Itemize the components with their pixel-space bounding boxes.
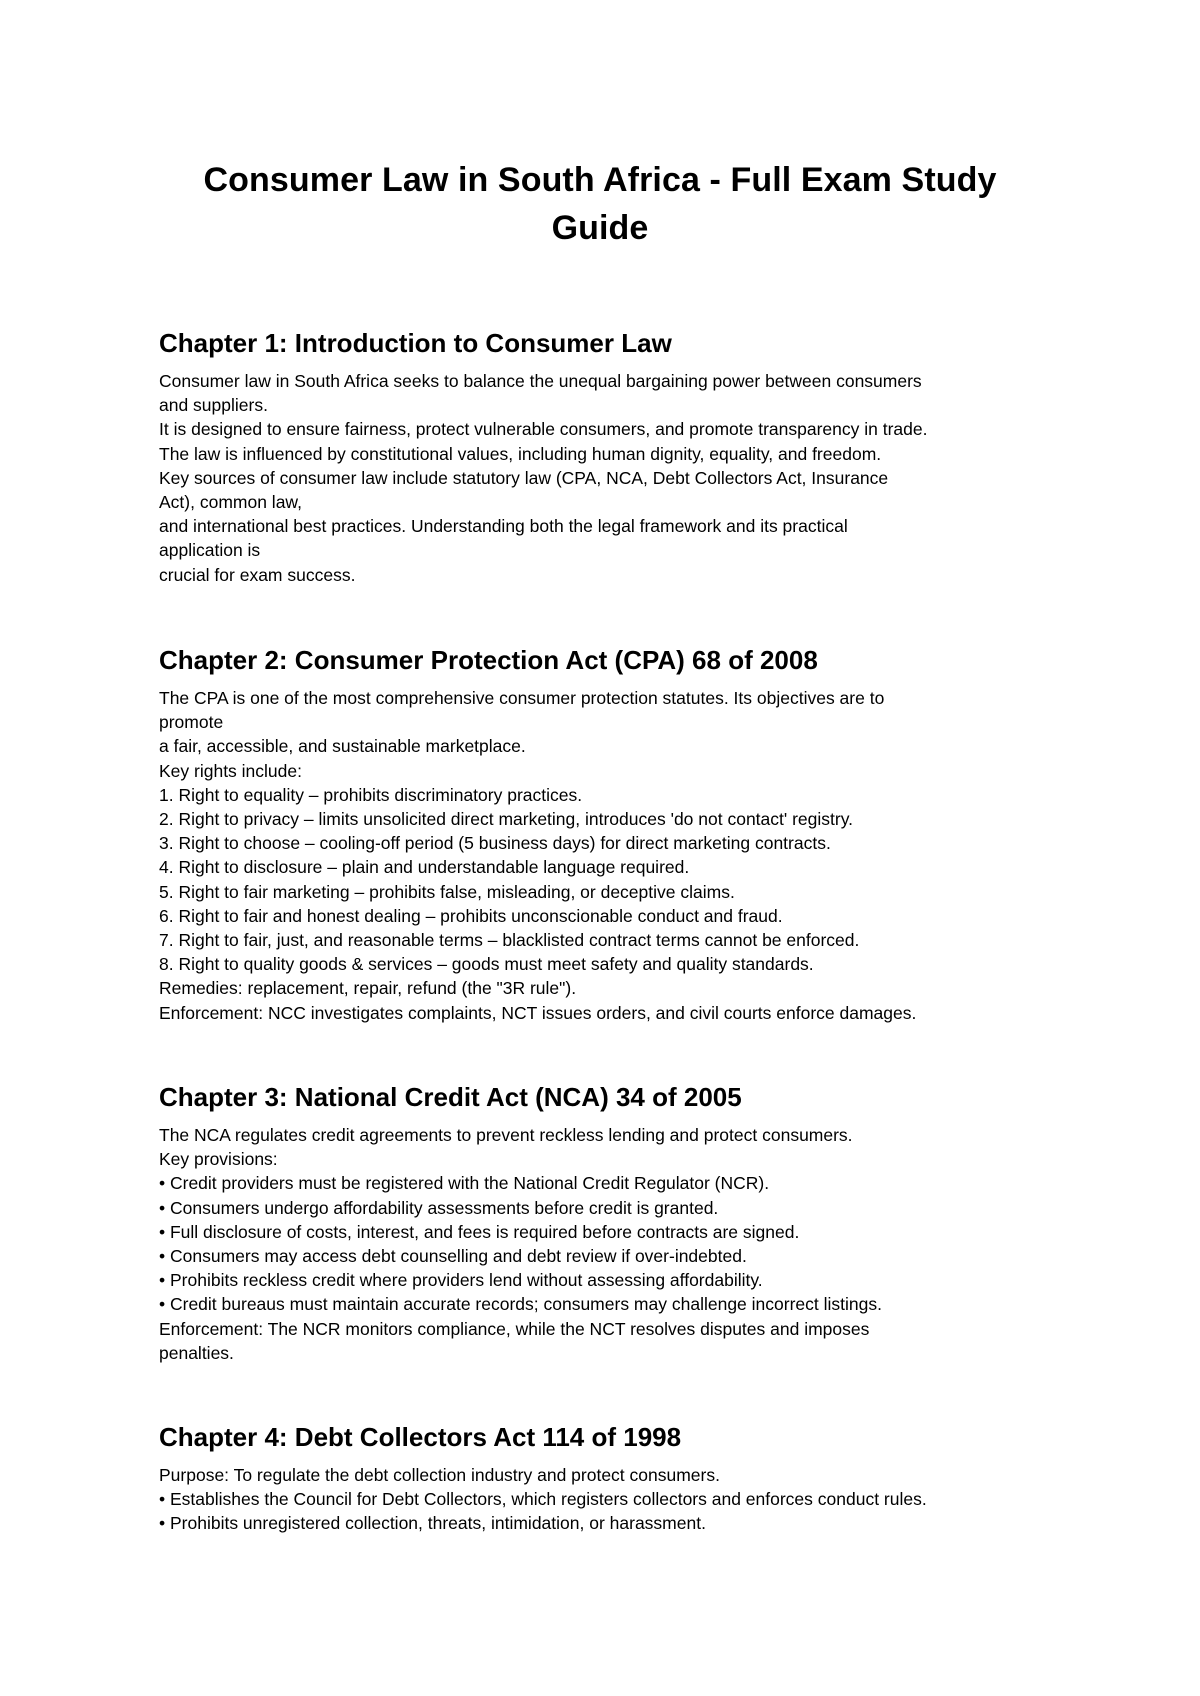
chapter-3-line: • Credit providers must be registered with the National Credit Regulator (NCR).: [159, 1173, 770, 1194]
chapter-2-line: 2. Right to privacy – limits unsolicited direct marketing, introduces 'do not contact' registry.: [159, 809, 854, 830]
chapter-2-line: The CPA is one of the most comprehensive consumer protection statutes. Its objectives are to: [159, 688, 885, 708]
chapter-4-line: • Prohibits unregistered collection, threats, intimidation, or harassment.: [159, 1513, 706, 1534]
chapter-2-body: [159, 686, 1079, 1025]
chapter-1-heading: Chapter 1: Introduction to Consumer Law: [159, 328, 672, 358]
chapter-3-line: • Prohibits reckless credit where providers lend without assessing affordability.: [159, 1270, 763, 1291]
chapter-2-line: Key rights include:: [159, 760, 302, 781]
chapter-2-line: Enforcement: NCC investigates complaints, NCT issues orders, and civil courts enforce damages.: [159, 1002, 917, 1023]
chapter-3-body: [159, 1123, 1079, 1365]
chapter-1-body: [159, 369, 1079, 587]
chapter-1-line: and suppliers.: [159, 395, 268, 416]
chapter-1-line: The law is influenced by constitutional values, including human dignity, equality, and freedom.: [159, 443, 882, 464]
chapter-1-line: It is designed to ensure fairness, protect vulnerable consumers, and promote transparency in trade.: [159, 419, 928, 440]
chapter-2-line: 6. Right to fair and honest dealing – prohibits unconscionable conduct and fraud.: [159, 905, 783, 926]
chapter-3-line: • Consumers undergo affordability assessments before credit is granted.: [159, 1197, 719, 1218]
chapter-2-line: 3. Right to choose – cooling-off period (5 business days) for direct marketing contracts.: [159, 833, 831, 854]
chapter-1-line: crucial for exam success.: [159, 564, 356, 585]
chapter-2-line: a fair, accessible, and sustainable marketplace.: [159, 736, 526, 757]
chapter-3-line: • Credit bureaus must maintain accurate records; consumers may challenge incorrect listings.: [159, 1294, 882, 1315]
chapter-2-line: 7. Right to fair, just, and reasonable terms – blacklisted contract terms cannot be enforced.: [159, 930, 860, 951]
chapter-3-line: The NCA regulates credit agreements to prevent reckless lending and protect consumers.: [159, 1125, 853, 1145]
chapter-2-heading: Chapter 2: Consumer Protection Act (CPA) 68 of 2008: [159, 645, 818, 675]
chapter-3-line: • Full disclosure of costs, interest, and fees is required before contracts are signed.: [159, 1221, 800, 1242]
chapter-2-line: promote: [159, 712, 224, 733]
chapter-4-line: • Establishes the Council for Debt Collectors, which registers collectors and enforces conduct rules.: [159, 1489, 927, 1510]
document-title-line-2: Guide: [551, 209, 649, 247]
chapter-3-section: [159, 1080, 1079, 1365]
chapter-2-line: 4. Right to disclosure – plain and understandable language required.: [159, 857, 690, 878]
chapter-4-section: [159, 1420, 1079, 1536]
document-title: [120, 156, 1080, 252]
chapter-4-heading: Chapter 4: Debt Collectors Act 114 of 1998: [159, 1422, 682, 1452]
chapter-2-line: 5. Right to fair marketing – prohibits false, misleading, or deceptive claims.: [159, 881, 735, 902]
chapter-1-section: [159, 326, 1079, 587]
chapter-1-line: Consumer law in South Africa seeks to balance the unequal bargaining power between consumers: [159, 371, 922, 391]
chapter-3-line: penalties.: [159, 1342, 234, 1363]
chapter-2-line: 8. Right to quality goods & services – goods must meet safety and quality standards.: [159, 954, 814, 975]
chapter-1-line: Key sources of consumer law include statutory law (CPA, NCA, Debt Collectors Act, Insurance: [159, 467, 889, 488]
chapter-4-line: Purpose: To regulate the debt collection industry and protect consumers.: [159, 1465, 720, 1485]
chapter-1-line: and international best practices. Understanding both the legal framework and its practical: [159, 516, 848, 537]
chapter-2-line: Remedies: replacement, repair, refund (the "3R rule").: [159, 978, 577, 999]
document-title-line-1: Consumer Law in South Africa - Full Exam Study: [203, 161, 997, 199]
chapter-1-line: Act), common law,: [159, 492, 302, 513]
chapter-4-body: [159, 1463, 1079, 1536]
chapter-3-heading: Chapter 3: National Credit Act (NCA) 34 of 2005: [159, 1082, 742, 1112]
chapter-1-line: application is: [159, 540, 261, 561]
chapter-2-section: [159, 643, 1079, 1025]
chapter-2-line: 1. Right to equality – prohibits discriminatory practices.: [159, 784, 583, 805]
chapter-3-line: • Consumers may access debt counselling and debt review if over-indebted.: [159, 1246, 747, 1267]
chapter-3-line: Key provisions:: [159, 1149, 278, 1170]
chapter-3-line: Enforcement: The NCR monitors compliance, while the NCT resolves disputes and imposes: [159, 1318, 870, 1339]
